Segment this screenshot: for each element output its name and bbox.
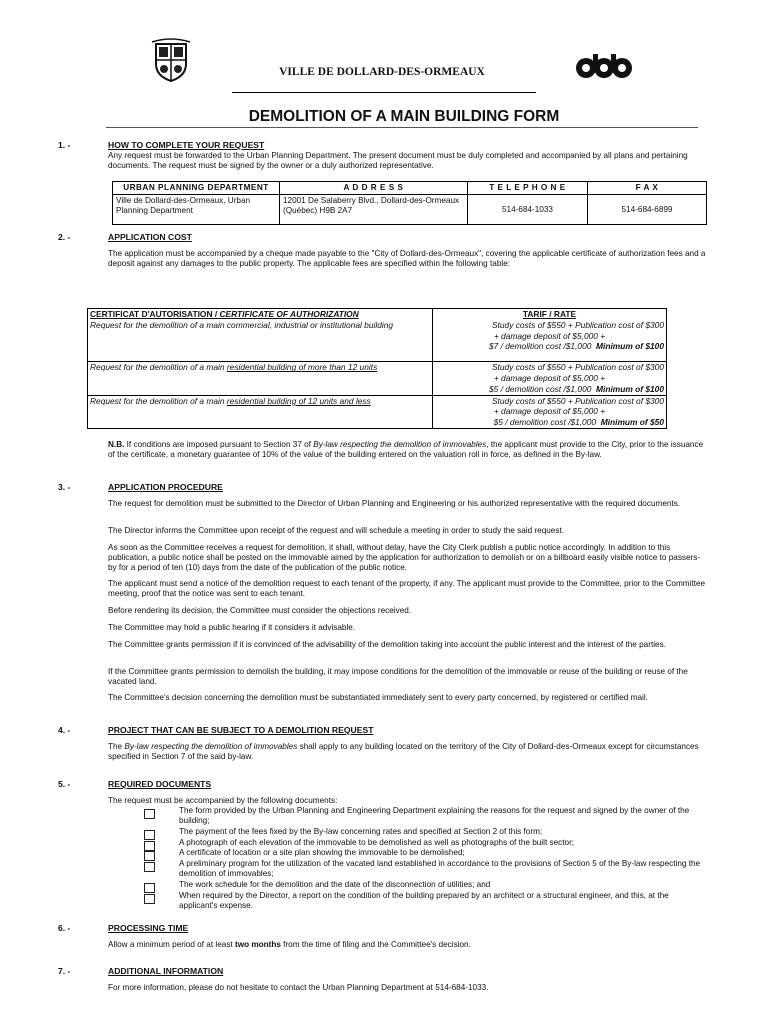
section-2-title: APPLICATION COST: [108, 232, 192, 242]
section-4-text: The By-law respecting the demolition of immovables shall apply to any building located on the territory of the City of Dollard-des-Ormeaux except for circumstances specified in Section 7 of the said by-law.: [108, 742, 699, 762]
procedure-para-3: As soon as the Committee receives a request for demolition, it shall, without delay, have the City Clerk publish a public notice accordingly. In addition to this publication, a public notice shall be posted on the immovable aimed by the application for authorization to demolish or on a billboard easily visible notice to passers-by for a period of ten (10) days from the date of the publication of the public notice.: [108, 543, 701, 573]
section-7-title: ADDITIONAL INFORMATION: [108, 966, 224, 976]
section-6-title: PROCESSING TIME: [108, 923, 189, 933]
document-item-2: The payment of the fees fixed by the By-law concerning rates and specified at Section 2 of this form;: [179, 827, 543, 836]
document-item-4: A certificate of location or a site plan showing the immovable to be demolished;: [179, 848, 465, 857]
document-item-5: A preliminary program for the utilization of the vacated land established in accordance to the provisions of Section 5 of the By-law respecting the demolition of immovables;: [179, 859, 701, 879]
fees-header-rate: TARIF / RATE: [433, 309, 667, 320]
fees-table: [87, 308, 667, 429]
document-checkbox-7[interactable]: [144, 891, 155, 909]
document-item-7: When required by the Director, a report on the condition of the building prepared by an architect or a structural engineer, and this, at the applicant's expense.: [179, 891, 669, 911]
section-5-title: REQUIRED DOCUMENTS: [108, 779, 212, 789]
page-title: DEMOLITION OF A MAIN BUILDING FORM: [248, 108, 560, 125]
contact-address: 12001 De Salaberry Blvd., Dollard-des-Ormeaux (Québec) H9B 2A7: [280, 195, 468, 225]
fees-row-3-description: Request for the demolition of a main residential building of 12 units and less: [88, 395, 433, 428]
header-rule: [232, 92, 536, 93]
city-name: VILLE DE DOLLARD-DES-ORMEAUX: [279, 66, 485, 78]
section-3-number: 3. -: [58, 482, 71, 492]
procedure-para-8: If the Committee grants permission to demolish the building, it may impose conditions for the demolition of the immovable or reuse of the building or reuse of the vacated land.: [108, 667, 688, 687]
procedure-para-4: The applicant must send a notice of the demolition request to each tenant of the property, if any. The applicant must provide to the Committee, prior to the Committee meeting, proof that the notice was sent to each tenant.: [108, 579, 706, 599]
procedure-para-1: The request for demolition must be submitted to the Director of Urban Planning and Engineering or his authorized representative with the required documents.: [108, 499, 681, 508]
contact-header-fax: F A X: [588, 182, 707, 195]
procedure-para-5: Before rendering its decision, the Committee must consider the objections received.: [108, 606, 412, 615]
document-item-3: A photograph of each elevation of the immovable to be demolished as well as photographs of the built sector;: [179, 838, 575, 847]
ddo-logo: [574, 52, 634, 82]
document-checkbox-1[interactable]: [144, 806, 155, 824]
procedure-para-7: The Committee grants permission if it is convinced of the advisability of the demolition taking into account the public interest and the interest of the parties.: [108, 640, 666, 649]
section-5-number: 5. -: [58, 779, 71, 789]
contact-department: Ville de Dollard-des-Ormeaux, Urban Planning Department: [113, 195, 280, 225]
section-1-number: 1. -: [58, 140, 71, 150]
section-4-number: 4. -: [58, 725, 71, 735]
procedure-para-9: The Committee's decision concerning the demolition must be substantiated immediately sent to every party concerned, by registered or certified mail.: [108, 693, 648, 702]
fees-row-3-rate: Study costs of $550 + Publication cost of $300 + damage deposit of $5,000 + $5 / demolition cost /$1,000 Minimum of $50: [433, 395, 667, 428]
section-2-nb: N.B. If conditions are imposed pursuant to Section 37 of By-law respecting the demolition of immovables, the applicant must provide to the City, prior to the issuance of the certificate, a monetary guarantee of 10% of the value of the building entered on the valuation roll in force, as defined in the By-law.: [108, 440, 704, 460]
document-item-1: The form provided by the Urban Planning and Engineering Department explaining the reasons for the request and signed by the owner of the building;: [179, 806, 690, 826]
contact-header-address: A D D R E S S: [280, 182, 468, 195]
contact-telephone: 514-684-1033: [468, 195, 588, 225]
section-1-text: Any request must be forwarded to the Urban Planning Department. The present document must be duly completed and accompanied by all plans and pertaining documents. The request must be signed by the owner or a duly authorized representative.: [108, 151, 688, 171]
section-2-text: The application must be accompanied by a cheque made payable to the "City of Dollard-des-Ormeaux", covering the applicable certificate of authorization fees and a deposit against any damages to the public property. The applicable fees are specified within the following table:: [108, 249, 706, 269]
fees-row-1-rate: Study costs of $550 + Publication cost of $300 + damage deposit of $5,000 + $7 / demolition cost /$1,000 Minimum of $100: [433, 320, 667, 362]
section-7-number: 7. -: [58, 966, 71, 976]
section-4-title: PROJECT THAT CAN BE SUBJECT TO A DEMOLITION REQUEST: [108, 725, 374, 735]
section-7-text: For more information, please do not hesitate to contact the Urban Planning Department at 514-684-1033.: [108, 983, 489, 992]
fees-row-1-description: Request for the demolition of a main commercial, industrial or institutional building: [88, 320, 433, 362]
fees-row-2-rate: Study costs of $550 + Publication cost of $300 + damage deposit of $5,000 + $5 / demolition cost /$1,000 Minimum of $100: [433, 362, 667, 395]
document-checkbox-5[interactable]: [144, 859, 155, 877]
contact-fax: 514-684-6899: [588, 195, 707, 225]
section-2-number: 2. -: [58, 232, 71, 242]
section-1-title: HOW TO COMPLETE YOUR REQUEST: [108, 140, 265, 150]
required-docs-intro: The request must be accompanied by the following documents:: [108, 796, 338, 805]
city-crest-logo: [148, 38, 194, 84]
contact-header-department: URBAN PLANNING DEPARTMENT: [113, 182, 280, 195]
section-3-title: APPLICATION PROCEDURE: [108, 482, 223, 492]
contact-table: [112, 181, 707, 225]
fees-row-2-description: Request for the demolition of a main residential building of more than 12 units: [88, 362, 433, 395]
section-6-text: Allow a minimum period of at least two months from the time of filing and the Committee's decision.: [108, 940, 471, 949]
section-6-number: 6. -: [58, 923, 71, 933]
document-item-6: The work schedule for the demolition and the date of the disconnection of utilities; and: [179, 880, 491, 889]
procedure-para-6: The Committee may hold a public hearing if it considers it advisable.: [108, 623, 356, 632]
procedure-para-2: The Director informs the Committee upon receipt of the request and will schedule a meeting in order to study the said request.: [108, 526, 565, 535]
title-rule: [106, 127, 698, 128]
contact-header-telephone: T E L E P H O N E: [468, 182, 588, 195]
fees-header-certificate: CERTIFICAT D'AUTORISATION / CERTIFICATE OF AUTHORIZATION: [88, 309, 433, 320]
